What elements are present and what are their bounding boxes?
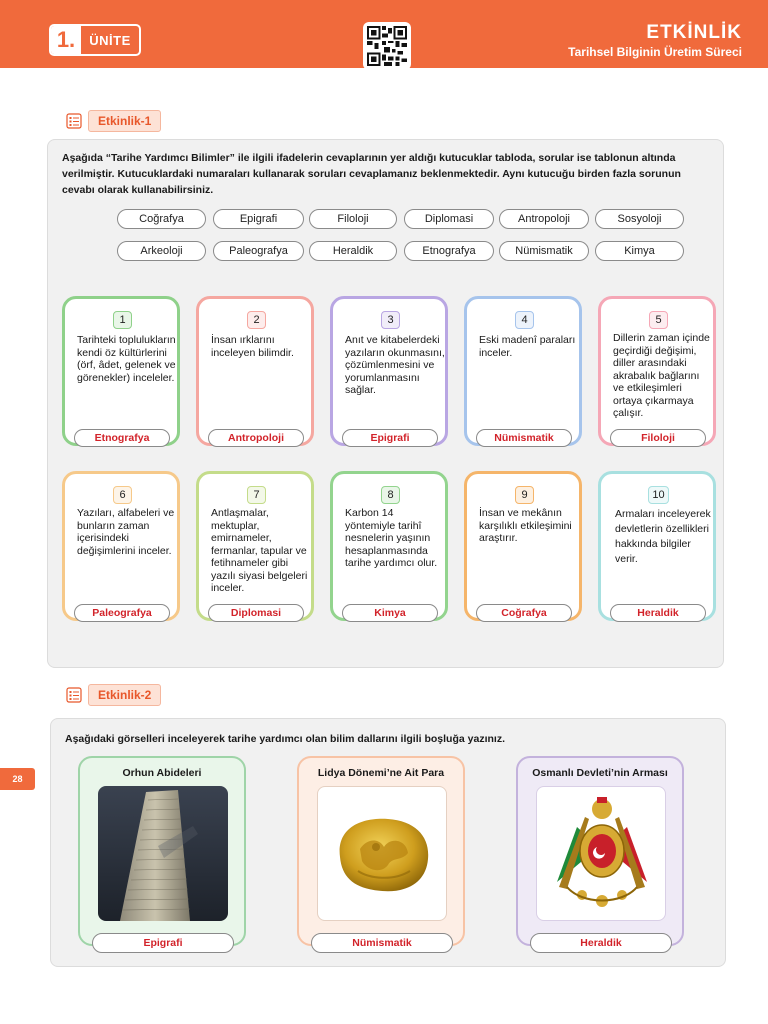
option-chip[interactable]: Sosyoloji (595, 209, 684, 229)
card-answer[interactable]: Paleografya (74, 604, 170, 622)
card-number: 1 (113, 311, 132, 329)
ottoman-coat-of-arms-image (536, 786, 666, 921)
option-chip[interactable]: Paleografya (213, 241, 304, 261)
card-text: Eski madenî paraları inceler. (479, 334, 576, 359)
card-number: 2 (247, 311, 266, 329)
page-header (0, 0, 768, 68)
image-card-title: Orhun Abideleri (122, 767, 202, 779)
page-number: 28 (0, 768, 35, 790)
card-text: Anıt ve kitabelerdeki yazıların okunmasını, çözümlenmesini ve yorumlanmasını sağlar. (345, 334, 445, 396)
unit-badge (49, 24, 141, 56)
activity2-tag: Etkinlik-2 (88, 684, 161, 706)
image-card-title: Lidya Dönemi’ne Ait Para (317, 767, 445, 779)
card-number: 3 (381, 311, 400, 329)
image-card-answer[interactable]: Epigrafi (92, 933, 234, 953)
card-text: İnsan ırklarını inceleyen bilimdir. (211, 334, 294, 359)
header-subtitle: Tarihsel Bilginin Üretim Süreci (568, 45, 742, 59)
question-card-5 (598, 296, 716, 446)
question-card-9 (464, 471, 582, 621)
activity1-label (66, 110, 161, 132)
option-chip[interactable]: Nümismatik (499, 241, 589, 261)
card-text: Armaları inceleyerek devletlerin özellikleri hakkında bilgiler verir. (615, 508, 711, 565)
card-number: 9 (515, 486, 534, 504)
image-card-answer[interactable]: Heraldik (530, 933, 672, 953)
card-number: 6 (113, 486, 132, 504)
image-card-title: Osmanlı Devleti’nin Arması (532, 767, 668, 779)
card-answer[interactable]: Coğrafya (476, 604, 572, 622)
option-chip[interactable]: Etnografya (404, 241, 494, 261)
card-answer[interactable]: Heraldik (610, 604, 706, 622)
question-card-7 (196, 471, 314, 621)
card-number: 10 (648, 486, 669, 504)
option-chip[interactable]: Kimya (595, 241, 684, 261)
checklist-icon (66, 687, 82, 703)
option-chip[interactable]: Epigrafi (213, 209, 304, 229)
image-card-orhun (78, 756, 246, 949)
option-chip[interactable]: Heraldik (309, 241, 397, 261)
activity2-label (66, 684, 161, 706)
card-number: 7 (247, 486, 266, 504)
card-text: Karbon 14 yöntemiyle tarihî nesnelerin yaşının hesaplanmasında tarihe yardımcı olur. (345, 507, 438, 569)
card-answer[interactable]: Diplomasi (208, 604, 304, 622)
card-text: Yazıları, alfabeleri ve bunların zaman içerisindeki değişimlerini inceler. (77, 507, 175, 557)
image-card-ottoman-arms (516, 756, 684, 949)
card-answer[interactable]: Kimya (342, 604, 438, 622)
header-title: ETKİNLİK (646, 22, 742, 43)
question-card-2 (196, 296, 314, 446)
card-number: 5 (649, 311, 668, 329)
option-chip[interactable]: Arkeoloji (117, 241, 206, 261)
unit-number: 1. (51, 26, 81, 54)
checklist-icon (66, 113, 82, 129)
option-chip[interactable]: Antropoloji (499, 209, 589, 229)
image-card-lydia-coin (297, 756, 465, 949)
card-number: 4 (515, 311, 534, 329)
question-card-3 (330, 296, 448, 446)
card-answer[interactable]: Etnografya (74, 429, 170, 447)
qr-code-icon[interactable] (363, 22, 411, 70)
question-card-8 (330, 471, 448, 621)
question-card-1 (62, 296, 180, 446)
card-answer[interactable]: Filoloji (610, 429, 706, 447)
question-card-6 (62, 471, 180, 621)
image-card-answer[interactable]: Nümismatik (311, 933, 453, 953)
card-text: Tarihteki toplulukların kendi öz kültürlerini (örf, âdet, gelenek ve görenekler) inceleler. (77, 334, 176, 384)
orhun-monument-image (98, 786, 228, 921)
lydian-coin-image (317, 786, 447, 921)
card-number: 8 (381, 486, 400, 504)
option-chip[interactable]: Diplomasi (404, 209, 494, 229)
card-answer[interactable]: Epigrafi (342, 429, 438, 447)
question-card-10 (598, 471, 716, 621)
question-card-4 (464, 296, 582, 446)
option-chip[interactable]: Coğrafya (117, 209, 206, 229)
card-answer[interactable]: Nümismatik (476, 429, 572, 447)
activity1-instruction: Aşağıda “Tarihe Yardımcı Bilimler” ile ilgili ifadelerin cevaplarının yer aldığı kutucuklar tabloda, sorular ise tablonun altında verilmiştir. Kutucuklardaki numaraları kullanarak soruları cevaplamanız beklenmektedir. Aynı kutucuğu birden fazla sorunun cevabı olarak kullanabilirsiniz. (62, 152, 681, 196)
card-answer[interactable]: Antropoloji (208, 429, 304, 447)
unit-label: ÜNİTE (89, 32, 131, 48)
option-chip[interactable]: Filoloji (309, 209, 397, 229)
activity1-tag: Etkinlik-1 (88, 110, 161, 132)
card-text: İnsan ve mekânın karşılıklı etkileşimini araştırır. (479, 507, 572, 544)
card-text: Dillerin zaman içinde geçirdiği değişimi, diller arasındaki akrabalık bağlarını ve etkileşimleri ortaya çıkarmaya çalışır. (613, 332, 710, 419)
card-text: Antlaşmalar, mektuplar, emirnameler, fermanlar, tapular ve fetihnameler gibi yazılı siyasi belgeleri inceler. (211, 507, 308, 594)
activity2-instruction: Aşağıdaki görselleri inceleyerek tarihe yardımcı olan bilim dallarını ilgili boşluğa yazınız. (65, 733, 505, 745)
